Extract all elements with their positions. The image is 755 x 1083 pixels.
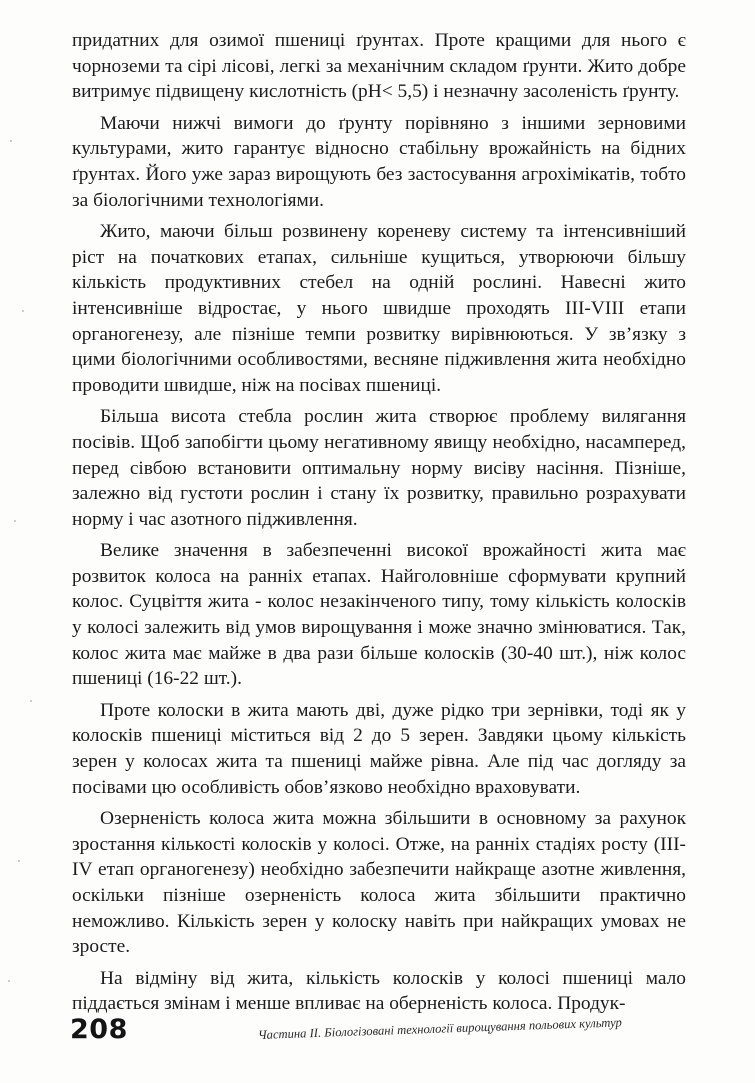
paragraph-root-system: Жито, маючи більш розвинену кореневу систему та інтенсивніший ріст на початкових етапах, сильніше кущиться, утворюючи більшу кількість продуктивних стебел на одній рослині. Навесні жито інтенсивніше відростає, у нього швидше проходять III-VIII етапи органогенезу, але пізніше темпи розвитку вирівнюються. У зв’язку з цими біологічними особливостями, весняне підживлення жита необхідно проводити швидше, ніж на посівах пшениці. (72, 221, 686, 396)
scan-speck (18, 860, 20, 862)
scan-speck (10, 140, 12, 142)
running-title: Частина II. Біологізовані технології вирощування польових культур (257, 1015, 623, 1042)
paragraph-soil-continuation: придатних для озимої пшениці ґрунтах. Проте кращими для нього є чорноземи та сірі лісові, легкі за механічним складом ґрунти. Жито добре витримує підвищену кислотність (pH< 5,5) і незначну засоленість ґрунту. (72, 30, 686, 103)
scan-speck (8, 980, 10, 982)
paragraph-grain-set: Озерненість колоса жита можна збільшити в основному за рахунок зростання кількості колосків у колосі. Отже, на ранніх стадіях росту (III-IV етап органогенезу) необхідно забезпечити найкраще азотне живлення, оскільки пізніше озерненість колоса жита збільшити практично неможливо. Кількість зерен у колоску навіть при найкращих умовах не зросте. (72, 808, 686, 958)
scan-speck (22, 310, 24, 312)
body-text (72, 28, 686, 1023)
paragraph-soil-requirements: Маючи нижчі вимоги до ґрунту порівняно з іншими зерновими культурами, жито гарантує відносно стабільну врожайність на бідних ґрунтах. Його уже зараз вирощують без застосування агрохімікатів, тобто за біологічними технологіями. (72, 112, 686, 211)
scan-speck (30, 700, 32, 702)
page-number: 208 (70, 1014, 128, 1045)
scan-speck (14, 520, 16, 522)
paragraph-ear-development: Велике значення в забезпеченні високої врожайності жита має розвиток колоса на ранніх етапах. Найголовніше сформувати крупний колос. Суцвіття жита - колос незакінченого типу, тому кількість колосків у колосі залежить від умов вирощування і може значно змінюватися. Так, колос жита має майже в два рази більше колосків (30-40 шт.), ніж колос пшениці (16-22 шт.). (72, 540, 686, 690)
page-footer (70, 1014, 690, 1054)
paragraph-wheat-comparison: На відміну від жита, кількість колосків у колосі пшениці мало піддається змінам і менше впливає на оберненість колоса. Продук- (72, 967, 686, 1015)
paragraph-grains-per-spikelet: Проте колоски в жита мають дві, дуже рідко три зернівки, тоді як у колосків пшениці міститься від 2 до 5 зерен. Завдяки цьому кількість зерен у колосах жита та пшениці майже рівна. Але під час догляду за посівами цю особливість обов’язково необхідно враховувати. (72, 699, 686, 798)
paragraph-lodging: Більша висота стебла рослин жита створює проблему вилягання посівів. Щоб запобігти цьому негативному явищу необхідно, насамперед, перед сівбою встановити оптимальну норму висіву насіння. Пізніше, залежно від густоти рослин і стану їх розвитку, правильно розрахувати норму і час азотного підживлення. (72, 406, 686, 530)
